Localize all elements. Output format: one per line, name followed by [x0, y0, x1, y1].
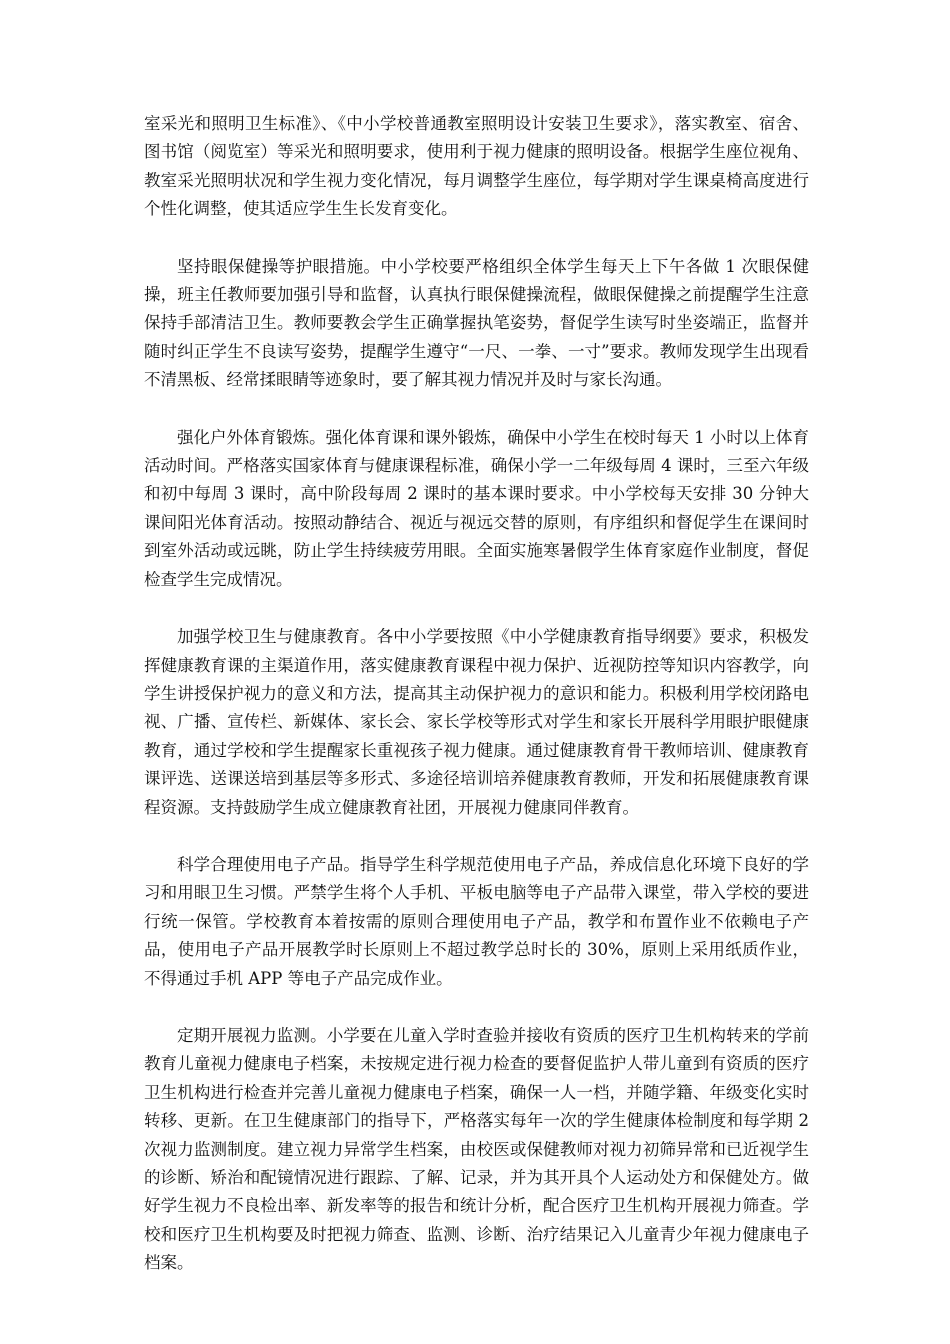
document-body: [144, 110, 809, 1307]
paragraph-lighting-standards: 室采光和照明卫生标准》、《中小学校普通教室照明设计安装卫生要求》，落实教室、宿舍、图书馆（阅览室）等采光和照明要求，使用利于视力健康的照明设备。根据学生座位视角、教室采光照明状况和学生视力变化情况，每月调整学生座位，每学期对学生课桌椅高度进行个性化调整，使其适应学生生长发育变化。: [144, 114, 809, 219]
paragraph-vision-monitoring: 定期开展视力监测。小学要在儿童入学时查验并接收有资质的医疗卫生机构转来的学前教育儿童视力健康电子档案，未按规定进行视力检查的要督促监护人带儿童到有资质的医疗卫生机构进行检查并完善儿童视力健康电子档案，确保一人一档，并随学籍、年级变化实时转移、更新。在卫生健康部门的指导下，严格落实每年一次的学生健康体检制度和每学期 2 次视力监测制度。建立视力异常学生档案，由校医或保健教师对视力初筛异常和已近视学生的诊断、矫治和配镜情况进行跟踪、了解、记录，并为其开具个人运动处方和保健处方。做好学生视力不良检出率、新发率等的报告和统计分析，配合医疗卫生机构开展视力筛查。学校和医疗卫生机构要及时把视力筛查、监测、诊断、治疗结果记入儿童青少年视力健康电子档案。: [144, 1025, 809, 1273]
paragraph-health-education: 加强学校卫生与健康教育。各中小学要按照《中小学健康教育指导纲要》要求，积极发挥健康教育课的主渠道作用，落实健康教育课程中视力保护、近视防控等知识内容教学，向学生讲授保护视力的意义和方法，提高其主动保护视力的意识和能力。积极利用学校闭路电视、广播、宣传栏、新媒体、家长会、家长学校等形式对学生和家长开展科学用眼护眼健康教育，通过学校和学生提醒家长重视孩子视力健康。通过健康教育骨干教师培训、健康教育课评选、送课送培到基层等多形式、多途径培训培养健康教育教师，开发和拓展健康教育课程资源。支持鼓励学生成立健康教育社团，开展视力健康同伴教育。: [144, 627, 809, 817]
paragraph-eye-exercises: 坚持眼保健操等护眼措施。中小学校要严格组织全体学生每天上下午各做 1 次眼保健操，班主任教师要加强引导和监督，认真执行眼保健操流程，做眼保健操之前提醒学生注意保持手部清洁卫生。教师要教会学生正确掌握执笔姿势，督促学生读写时坐姿端正，监督并随时纠正学生不良读写姿势，提醒学生遵守“一尺、一拳、一寸”要求。教师发现学生出现看不清黑板、经常揉眼睛等迹象时，要了解其视力情况并及时与家长沟通。: [144, 256, 809, 390]
paragraph-outdoor-exercise: 强化户外体育锻炼。强化体育课和课外锻炼，确保中小学生在校时每天 1 小时以上体育活动时间。严格落实国家体育与健康课程标准，确保小学一二年级每周 4 课时，三至六年级和初中每周 3 课时，高中阶段每周 2 课时的基本课时要求。中小学校每天安排 30 分钟大课间阳光体育活动。按照动静结合、视近与视远交替的原则，有序组织和督促学生在课间时到室外活动或远眺，防止学生持续疲劳用眼。全面实施寒暑假学生体育家庭作业制度，督促检查学生完成情况。: [144, 427, 809, 589]
paragraph-electronic-products: 科学合理使用电子产品。指导学生科学规范使用电子产品，养成信息化环境下良好的学习和用眼卫生习惯。严禁学生将个人手机、平板电脑等电子产品带入课堂，带入学校的要进行统一保管。学校教育本着按需的原则合理使用电子产品，教学和布置作业不依赖电子产品，使用电子产品开展教学时长原则上不超过教学总时长的 30%，原则上采用纸质作业，不得通过手机 APP 等电子产品完成作业。: [144, 854, 809, 988]
